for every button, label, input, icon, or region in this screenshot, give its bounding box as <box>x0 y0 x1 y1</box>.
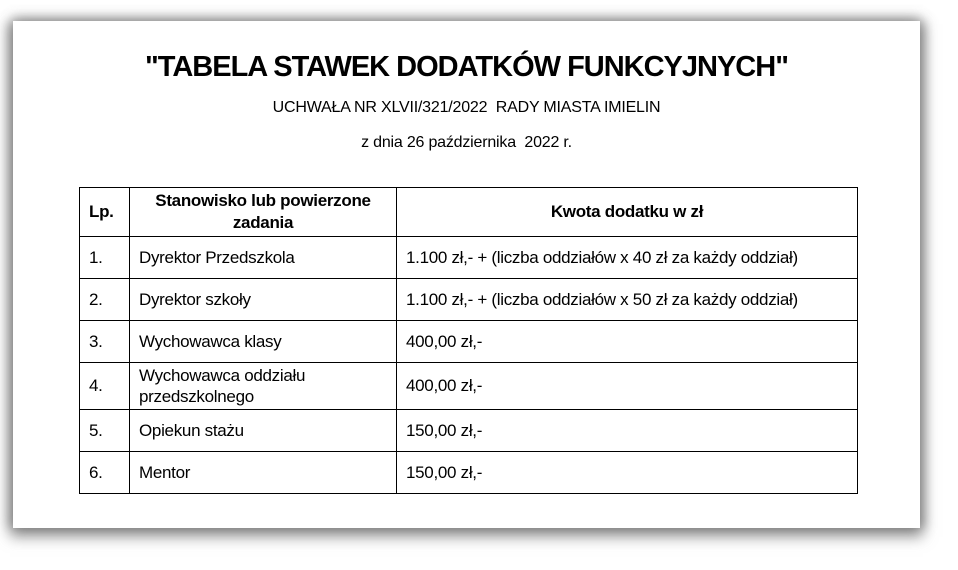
cell-amount: 1.100 zł,- + (liczba oddziałów x 50 zł za każdy oddział) <box>397 279 858 321</box>
allowance-rates-table <box>79 187 858 494</box>
table-header-row <box>80 188 858 237</box>
cell-position: Dyrektor Przedszkola <box>130 237 397 279</box>
table-row <box>80 410 858 452</box>
cell-lp: 5. <box>80 410 130 452</box>
cell-amount: 150,00 zł,- <box>397 410 858 452</box>
cell-lp: 2. <box>80 279 130 321</box>
cell-position: Mentor <box>130 452 397 494</box>
column-header-position: Stanowisko lub powierzone zadania <box>130 188 397 237</box>
table-row <box>80 363 858 410</box>
table-row <box>80 452 858 494</box>
document-page <box>13 21 920 528</box>
cell-amount: 400,00 zł,- <box>397 321 858 363</box>
table-row <box>80 279 858 321</box>
cell-lp: 3. <box>80 321 130 363</box>
cell-amount: 400,00 zł,- <box>397 363 858 410</box>
cell-position: Wychowawca klasy <box>130 321 397 363</box>
column-header-amount: Kwota dodatku w zł <box>397 188 858 237</box>
table-row <box>80 321 858 363</box>
cell-position: Wychowawca oddziału przedszkolnego <box>130 363 397 410</box>
resolution-date: z dnia 26 października 2022 r. <box>361 134 572 151</box>
cell-amount: 150,00 zł,- <box>397 452 858 494</box>
page-title: "TABELA STAWEK DODATKÓW FUNKCYJNYCH" <box>145 51 788 83</box>
cell-position: Opiekun stażu <box>130 410 397 452</box>
column-header-lp: Lp. <box>80 188 130 237</box>
cell-lp: 4. <box>80 363 130 410</box>
cell-amount: 1.100 zł,- + (liczba oddziałów x 40 zł za każdy oddział) <box>397 237 858 279</box>
cell-position: Dyrektor szkoły <box>130 279 397 321</box>
resolution-subtitle: UCHWAŁA NR XLVII/321/2022 RADY MIASTA IMIELIN <box>272 99 661 116</box>
cell-lp: 6. <box>80 452 130 494</box>
cell-lp: 1. <box>80 237 130 279</box>
table-row <box>80 237 858 279</box>
